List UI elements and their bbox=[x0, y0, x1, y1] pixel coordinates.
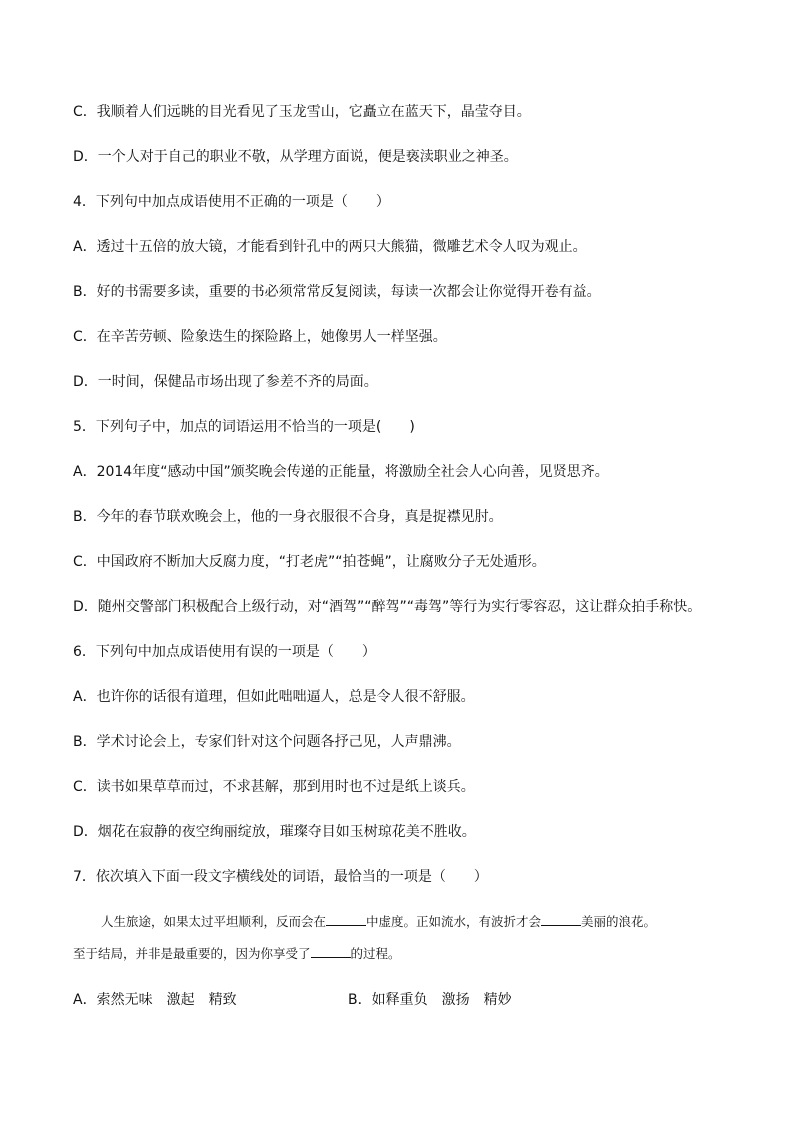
passage-text: 人生旅途，如果太过平坦顺利，反而会在 bbox=[101, 914, 327, 929]
q5-stem: 5．下列句子中，加点的词语运用不恰当的一项是( ) bbox=[73, 419, 415, 435]
fill-blank-3 bbox=[311, 945, 351, 958]
q7-passage-line-2 bbox=[73, 944, 754, 964]
q6-option-a: A．也许你的话很有道理，但如此咄咄逼人，总是令人很不舒服。 bbox=[73, 689, 475, 705]
q6-option-c: C．读书如果草草而过，不求甚解，那到用时也不过是纸上谈兵。 bbox=[73, 779, 475, 795]
q4-option-d: D．一时间，保健品市场出现了参差不齐的局面。 bbox=[73, 374, 378, 390]
q7-option-a: A．索然无味 激起 精致 bbox=[73, 992, 237, 1008]
passage-text: 中虚度。正如流水，有波折才会 bbox=[366, 914, 542, 929]
q5-option-b: B．今年的春节联欢晚会上，他的一身衣服很不合身，真是捉襟见肘。 bbox=[73, 509, 503, 525]
passage-text: 至于结局，并非是最重要的，因为你享受了 bbox=[73, 946, 311, 961]
q7-passage-line-1 bbox=[73, 912, 754, 932]
q5-option-a: A．2014年度“感动中国”颁奖晚会传递的正能量，将激励全社会人心向善，见贤思齐。 bbox=[73, 464, 609, 480]
q5-option-d: D．随州交警部门积极配合上级行动，对“酒驾”“醉驾”“毒驾”等行为实行零容忍，这让群众拍手称快。 bbox=[73, 599, 702, 615]
q3-option-d: D．一个人对于自己的职业不敬，从学理方面说，便是亵渎职业之神圣。 bbox=[73, 149, 518, 165]
q7-option-b: B．如释重负 激扬 精妙 bbox=[348, 992, 512, 1008]
q4-stem: 4．下列句中加点成语使用不正确的一项是（ ） bbox=[73, 194, 390, 210]
q6-option-d: D．烟花在寂静的夜空绚丽绽放，璀璨夺目如玉树琼花美不胜收。 bbox=[73, 824, 476, 840]
fill-blank-1 bbox=[326, 913, 366, 926]
q4-option-b: B．好的书需要多读，重要的书必须常常反复阅读，每读一次都会让你觉得开卷有益。 bbox=[73, 284, 601, 300]
q4-option-a: A．透过十五倍的放大镜，才能看到针孔中的两只大熊猫，微雕艺术令人叹为观止。 bbox=[73, 239, 587, 255]
q4-option-c: C．在辛苦劳顿、险象迭生的探险路上，她像男人一样坚强。 bbox=[73, 329, 447, 345]
q7-options-row bbox=[73, 990, 754, 1010]
q6-stem: 6．下列句中加点成语使用有误的一项是（ ） bbox=[73, 644, 376, 660]
q6-option-b: B．学术讨论会上，专家们针对这个问题各抒己见，人声鼎沸。 bbox=[73, 734, 461, 750]
passage-text: 美丽的浪花。 bbox=[581, 914, 657, 929]
q3-option-c: C．我顺着人们远眺的目光看见了玉龙雪山，它矗立在蓝天下，晶莹夺目。 bbox=[73, 104, 531, 120]
q5-option-c: C．中国政府不断加大反腐力度，“打老虎”“拍苍蝇”，让腐败分子无处遁形。 bbox=[73, 554, 546, 570]
q7-stem: 7．依次填入下面一段文字横线处的词语，最恰当的一项是（ ） bbox=[73, 869, 488, 885]
fill-blank-2 bbox=[541, 913, 581, 926]
passage-text: 的过程。 bbox=[350, 946, 401, 961]
